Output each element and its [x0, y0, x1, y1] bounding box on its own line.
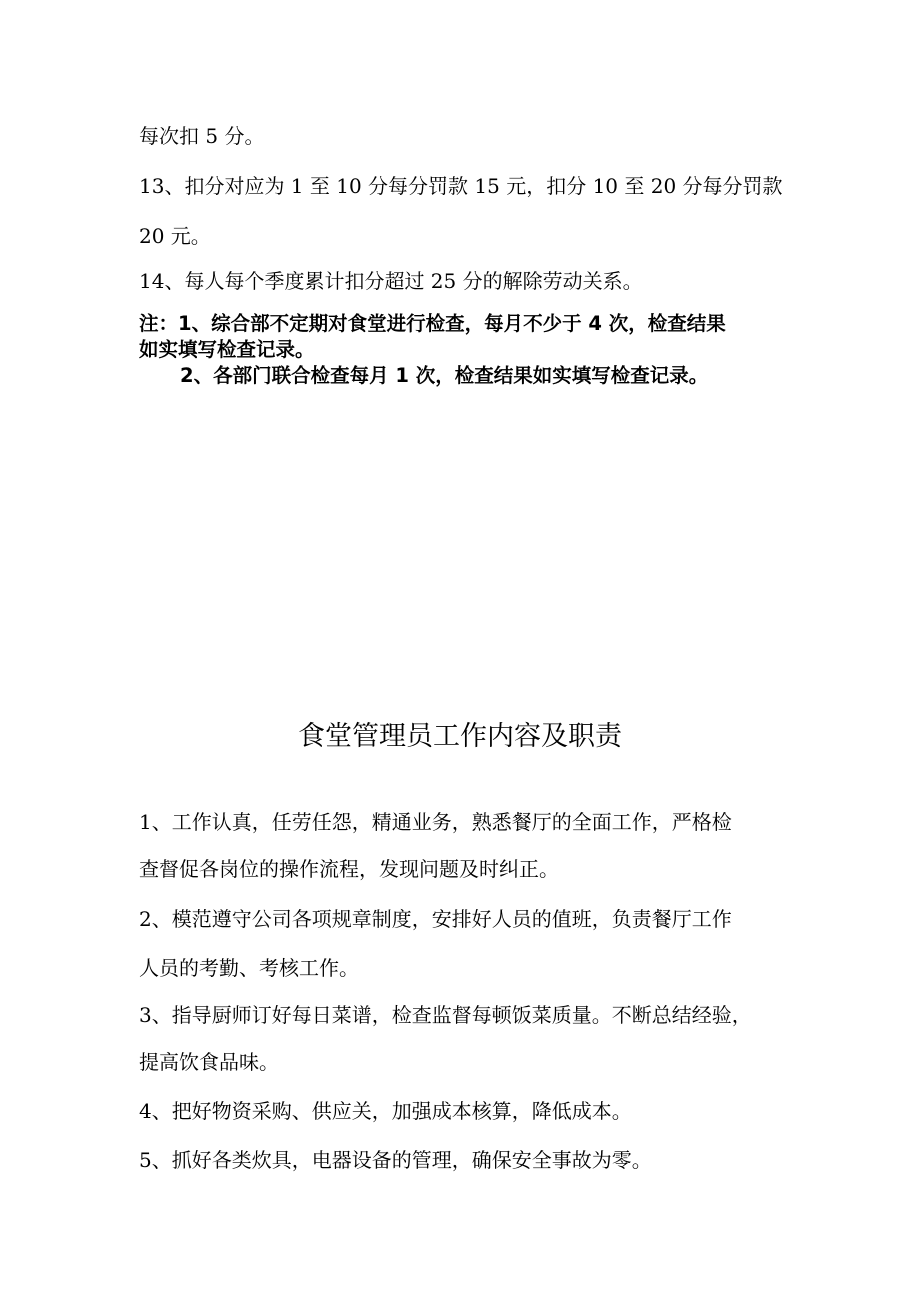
rule-item-13-continued: 20 元。	[139, 224, 211, 248]
duty-item-1-continued: 查督促各岗位的操作流程，发现问题及时纠正。	[139, 857, 559, 881]
section-title: 食堂管理员工作内容及职责	[298, 721, 622, 752]
duty-item-2-continued: 人员的考勤、考核工作。	[139, 956, 359, 980]
rule-item-14: 14、每人每个季度累计扣分超过 25 分的解除劳动关系。	[139, 269, 643, 293]
paragraph-line: 每次扣 5 分。	[139, 124, 265, 148]
duty-item-2: 2、模范遵守公司各项规章制度，安排好人员的值班，负责餐厅工作	[139, 907, 732, 931]
duty-item-4: 4、把好物资采购、供应关，加强成本核算，降低成本。	[139, 1099, 632, 1123]
note-line-2: 如实填写检查记录。	[139, 338, 315, 361]
duty-item-5: 5、抓好各类炊具，电器设备的管理，确保安全事故为零。	[139, 1148, 652, 1172]
duty-item-1: 1、工作认真，任劳任怨，精通业务，熟悉餐厅的全面工作，严格检	[139, 810, 732, 834]
duty-item-3-continued: 提高饮食品味。	[139, 1050, 279, 1074]
note-line-3: 2、各部门联合检查每月 1 次，检查结果如实填写检查记录。	[180, 364, 709, 387]
note-line-1: 注：1、综合部不定期对食堂进行检查，每月不少于 4 次，检查结果	[139, 312, 726, 335]
rule-item-13: 13、扣分对应为 1 至 10 分每分罚款 15 元，扣分 10 至 20 分每分罚款	[139, 174, 783, 198]
duty-item-3: 3、指导厨师订好每日菜谱，检查监督每顿饭菜质量。不断总结经验，	[139, 1003, 752, 1027]
